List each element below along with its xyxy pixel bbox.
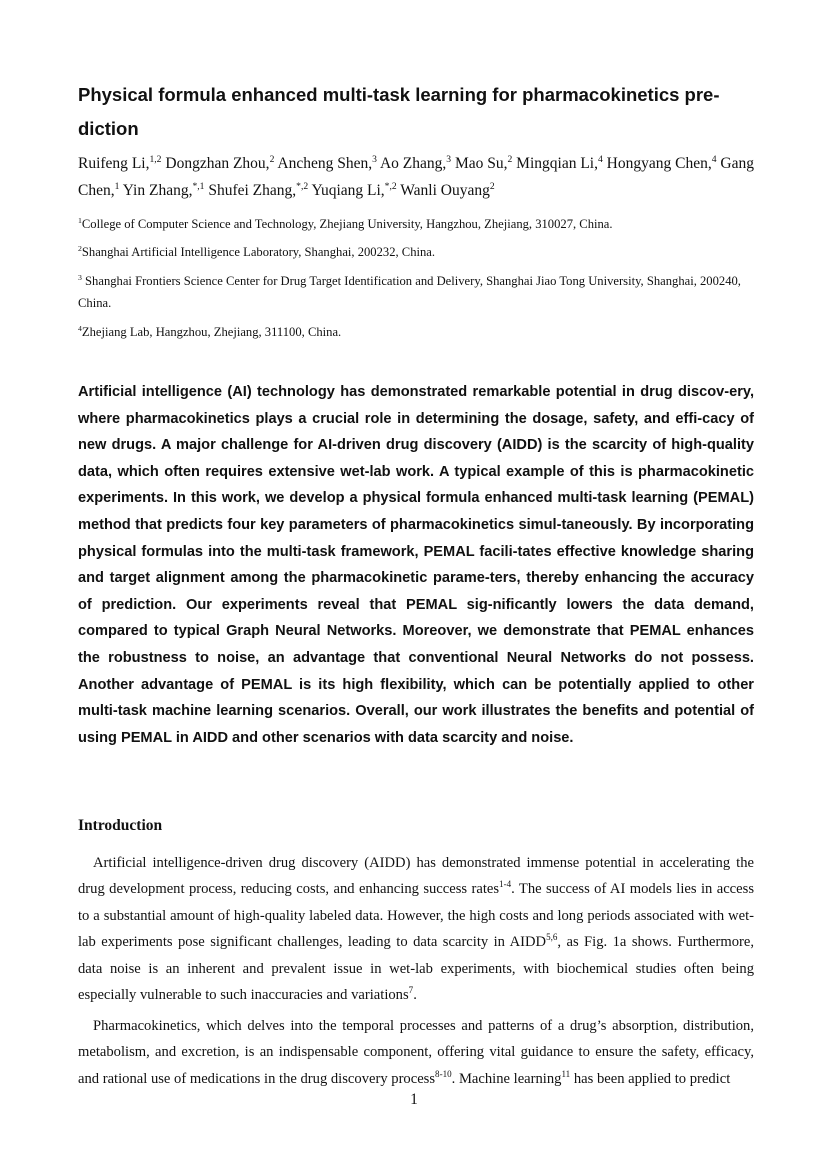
body-paragraph: Pharmacokinetics, which delves into the temporal processes and patterns of a drug’s absorption, distribution, metabolism, and excretion, is an indispensable component, offering vital guidance to ensure the safety, efficacy, and rational use of medications in the drug discovery process$^{8-10}$. Machine learning$^{11}$ has been applied to predict: [78, 1018, 754, 1087]
affiliation: [78, 270, 754, 314]
author: Mingqian Li,$^4$: [516, 153, 603, 172]
citation: 11: [561, 1068, 571, 1079]
author: Gang Chen,$^1$: [78, 155, 754, 199]
author-list: [78, 150, 754, 204]
citation: 8-10: [435, 1068, 452, 1079]
author: Wanli Ouyang$^2$: [400, 180, 495, 199]
affiliation-number: 1: [78, 215, 82, 225]
citation: 7: [408, 985, 414, 996]
author: Yin Zhang,$^{*,1}$: [122, 180, 205, 199]
author: Ancheng Shen,$^3$: [277, 153, 377, 172]
author: Ruifeng Li,$^{1,2}$: [78, 153, 162, 172]
author: Ao Zhang,$^3$: [379, 153, 452, 172]
section-heading: Introduction: [78, 817, 163, 834]
affiliation-text: Shanghai Frontiers Science Center for Drug Target Identification and Delivery, Shanghai Jiao Tong University, Shanghai, 200240, China.: [78, 274, 741, 310]
author: Hongyang Chen,$^4$: [606, 153, 717, 172]
page-number: 1: [410, 1091, 418, 1108]
affiliation: [78, 321, 754, 343]
author: Dongzhan Zhou,$^2$: [165, 153, 275, 172]
affiliation-text: College of Computer Science and Technology, Zhejiang University, Hangzhou, Zhejiang, 310027, China.: [81, 217, 613, 231]
author: Shufei Zhang,$^{*,2}$: [208, 180, 309, 199]
abstract: Artificial intelligence (AI) technology has demonstrated remarkable potential in drug discov-ery, where pharmacokinetics plays a crucial role in determining the dosage, safety, and effi-cacy of new drugs. A major challenge for AI-driven drug discovery (AIDD) is the scarcity of high-quality data, which often requires extensive wet-lab work. A typical example of this is pharmacokinetic experiments. In this work, we develop a physical formula enhanced multi-task learning (PEMAL) method that predicts four key parameters of pharmacokinetics simul-taneously. By incorporating physical formulas into the multi-task framework, PEMAL facili-tates effective knowledge sharing and target alignment among the pharmacokinetic parame-ters, thereby enhancing the accuracy of prediction. Our experiments reveal that PEMAL sig-nificantly lowers the data demand, compared to typical Graph Neural Networks. Moreover, we demonstrate that PEMAL enhances the robustness to noise, an advantage that conventional Neural Networks do not possess. Another advantage of PEMAL is its high flexibility, which can be potentially applied to other multi-task machine learning scenarios. Overall, our work illustrates the benefits and potential of using PEMAL in AIDD and other scenarios with data scarcity and noise.: [78, 384, 754, 746]
affiliation-text: Shanghai Artificial Intelligence Laboratory, Shanghai, 200232, China.: [81, 245, 436, 259]
affiliation-number: 3: [78, 272, 82, 282]
paper-title: Physical formula enhanced multi-task learning for pharmacokinetics pre-diction: [78, 84, 720, 139]
citation: 5,6: [546, 932, 558, 943]
affiliation-text: Zhejiang Lab, Hangzhou, Zhejiang, 311100, China.: [81, 325, 342, 339]
affiliation: [78, 213, 754, 235]
author: Mao Su,$^2$: [454, 153, 513, 172]
affiliation-number: 4: [78, 323, 82, 333]
affiliation: [78, 241, 754, 263]
body-paragraph: Artificial intelligence-driven drug discovery (AIDD) has demonstrated immense potential in accelerating the drug development process, reducing costs, and enhancing success rates$^{1-4}$. The success of AI models lies in access to a substantial amount of high-quality labeled data. However, the high costs and long periods associated with wet-lab experiments pose significant challenges, leading to data scarcity in AIDD$^{5,6}$, as Fig. 1a shows. Furthermore, data noise is an inherent and prevalent issue in wet-lab experiments, with biochemical studies often being especially vulnerable to such inaccuracies and variations$^7$.: [78, 855, 754, 1004]
citation: 1-4: [499, 879, 512, 890]
author: Yuqiang Li,$^{*,2}$: [311, 180, 397, 199]
affiliation-number: 2: [78, 243, 82, 253]
